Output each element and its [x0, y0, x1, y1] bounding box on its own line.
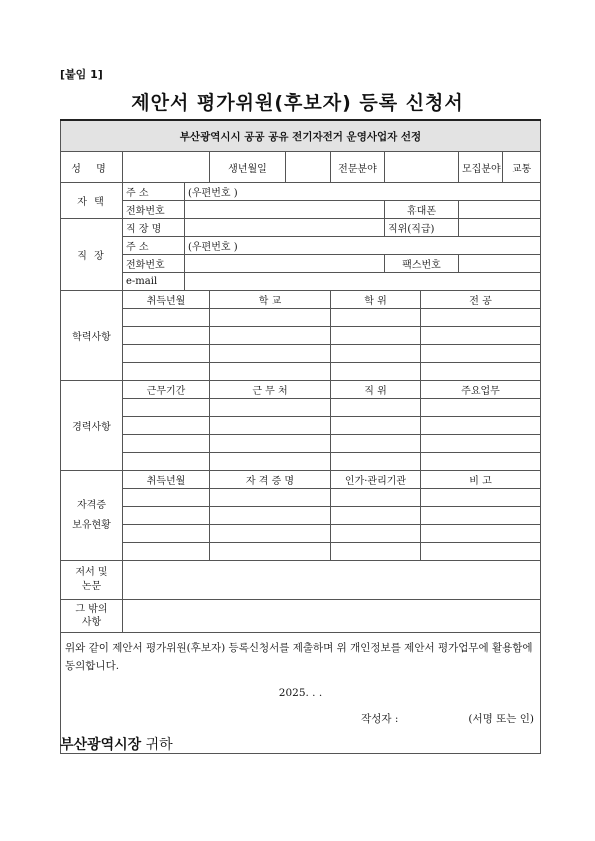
education-row[interactable]: [61, 327, 541, 345]
license-header-note: 비 고: [421, 471, 541, 489]
career-header-period: 근무기간: [123, 381, 210, 399]
other-label-line2: 사항: [81, 617, 102, 628]
work-company-field[interactable]: [185, 219, 385, 237]
work-phone-label: 전화번호: [123, 255, 185, 273]
home-section: 자 택: [61, 183, 123, 219]
education-section: 학력사항: [61, 291, 123, 381]
home-phone-field[interactable]: [185, 201, 385, 219]
addressee-suffix: 귀하: [141, 737, 173, 753]
consent-text: 위와 같이 제안서 평가위원(후보자) 등록신청서를 제출하며 위 개인정보를 제안서 평가업무에 활용함에 동의합니다.: [65, 642, 533, 672]
work-company-label: 직 장 명: [123, 219, 185, 237]
education-header-degree: 학 위: [331, 291, 421, 309]
license-header-name: 자 격 증 명: [210, 471, 331, 489]
license-section: [61, 471, 123, 561]
work-fax-field[interactable]: [459, 255, 541, 273]
license-header-date: 취득년월: [123, 471, 210, 489]
work-address-field[interactable]: (우편번호 ): [185, 237, 541, 255]
work-email-label: e-mail: [123, 273, 185, 291]
career-section: 경력사항: [61, 381, 123, 471]
addressee-name: 부산광역시장: [60, 737, 142, 753]
career-row[interactable]: [61, 453, 541, 471]
career-row[interactable]: [61, 435, 541, 453]
birth-field[interactable]: [286, 152, 331, 183]
home-address-field[interactable]: (우편번호 ): [185, 183, 541, 201]
recruit-label: 모집분야: [459, 152, 503, 183]
specialty-label: 전문분야: [331, 152, 385, 183]
publications-field[interactable]: [123, 561, 541, 600]
career-header-position: 직 위: [331, 381, 421, 399]
other-label: [61, 600, 123, 633]
form-title: 제안서 평가위원(후보자) 등록 신청서: [131, 92, 464, 114]
license-row[interactable]: [61, 489, 541, 507]
education-header-school: 학 교: [210, 291, 331, 309]
work-fax-label: 팩스번호: [385, 255, 459, 273]
work-position-field[interactable]: [459, 219, 541, 237]
writer-label: 작성자 :: [361, 713, 399, 725]
other-field[interactable]: [123, 600, 541, 633]
education-row[interactable]: [61, 363, 541, 381]
recruit-value: 교통: [503, 152, 541, 183]
home-address-label: 주 소: [123, 183, 185, 201]
home-phone-label: 전화번호: [123, 201, 185, 219]
career-header-employer: 근 무 처: [210, 381, 331, 399]
work-position-label: 직위(직급): [385, 219, 459, 237]
education-row[interactable]: [61, 345, 541, 363]
license-section-line1: 자격증: [77, 499, 106, 511]
work-address-label: 주 소: [123, 237, 185, 255]
work-email-field[interactable]: [185, 273, 541, 291]
career-header-duties: 주요업무: [421, 381, 541, 399]
work-section: 직 장: [61, 219, 123, 291]
license-section-line2: 보유현황: [72, 519, 111, 531]
license-row[interactable]: [61, 507, 541, 525]
home-mobile-field[interactable]: [459, 201, 541, 219]
home-mobile-label: 휴대폰: [385, 201, 459, 219]
name-label: 성 명: [61, 152, 123, 183]
application-form: [60, 119, 541, 754]
work-phone-field[interactable]: [185, 255, 385, 273]
publications-label-line1: 저서 및: [75, 567, 108, 578]
birth-label: 생년월일: [210, 152, 286, 183]
specialty-field[interactable]: [385, 152, 459, 183]
addressee: [60, 734, 173, 754]
attachment-label: [붙임 1]: [60, 68, 103, 81]
signature-field[interactable]: (서명 또는 인): [468, 713, 534, 725]
license-header-agency: 인가·관리기관: [331, 471, 421, 489]
name-field[interactable]: [123, 152, 210, 183]
license-row[interactable]: [61, 525, 541, 543]
publications-label: [61, 561, 123, 600]
career-row[interactable]: [61, 417, 541, 435]
other-label-line1: 그 밖의: [75, 604, 108, 615]
education-header-date: 취득년월: [123, 291, 210, 309]
career-row[interactable]: [61, 399, 541, 417]
consent-date[interactable]: 2025. . .: [278, 687, 323, 699]
education-header-major: 전 공: [421, 291, 541, 309]
education-row[interactable]: [61, 309, 541, 327]
publications-label-line2: 논문: [81, 581, 102, 592]
project-name: 부산광역시시 공공 공유 전기자전거 운영사업자 선정: [61, 120, 541, 152]
license-row[interactable]: [61, 543, 541, 561]
